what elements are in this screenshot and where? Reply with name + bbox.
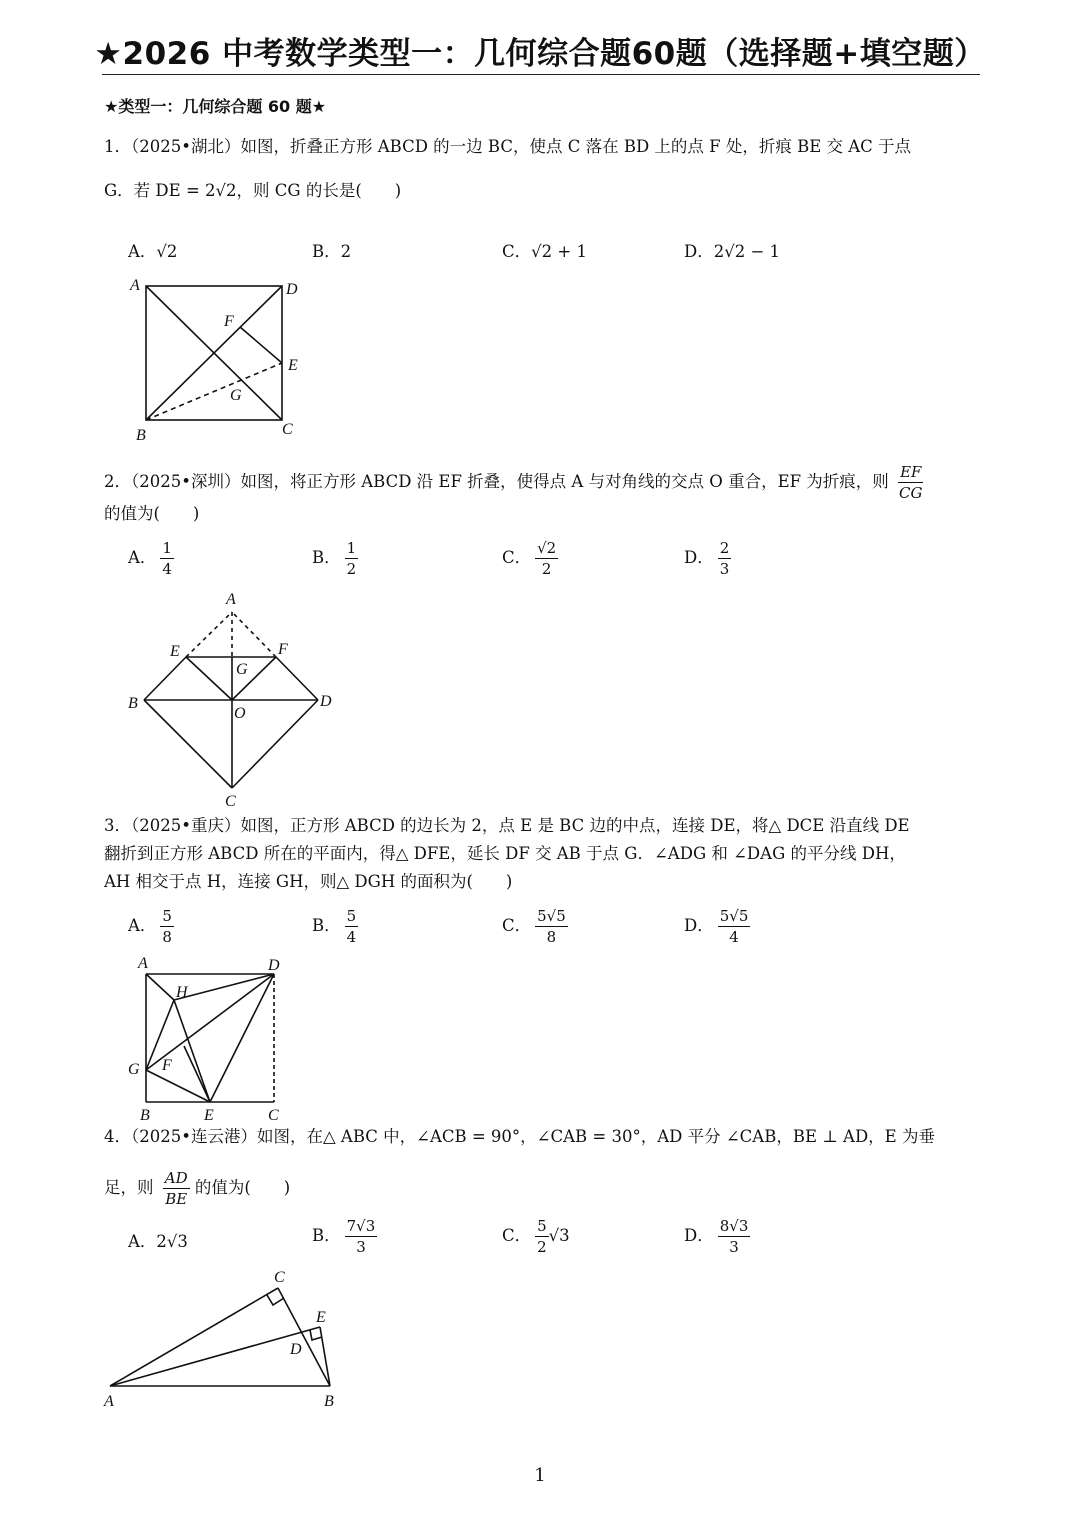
q1-option-a: A．√2 bbox=[128, 242, 178, 261]
q4-option-c-prefix: C． bbox=[502, 1226, 532, 1245]
q4-option-b bbox=[312, 1216, 377, 1257]
q4-label-d: D bbox=[290, 1341, 302, 1358]
q3-option-c bbox=[502, 906, 568, 947]
q1-text-line-2: G．若 DE = 2√2，则 CG 的长是( ) bbox=[104, 181, 402, 200]
q3-bisector-ah bbox=[146, 974, 174, 1000]
q4-right-angle-c bbox=[267, 1295, 284, 1305]
q2-dashed-a-lines bbox=[186, 612, 276, 657]
q2-option-d-frac bbox=[718, 538, 732, 579]
q4-bisector-ad bbox=[110, 1327, 320, 1386]
q1-label-e: E bbox=[288, 357, 298, 374]
q4-option-d-frac bbox=[718, 1216, 751, 1257]
q2-label-g: G bbox=[236, 661, 248, 678]
q3-label-e: E bbox=[204, 1107, 214, 1124]
q3-option-c-num: 5√5 bbox=[537, 907, 566, 925]
q2-option-b bbox=[312, 538, 358, 579]
q3-option-d-frac bbox=[718, 906, 751, 947]
q3-label-h: H bbox=[176, 984, 188, 1001]
q2-option-b-prefix: B． bbox=[312, 548, 341, 567]
q2-label-b: B bbox=[128, 695, 138, 712]
q1-segment-fe bbox=[240, 327, 282, 363]
q4-option-c-den: 2 bbox=[537, 1238, 547, 1256]
q2-option-a-prefix: A． bbox=[128, 548, 157, 567]
q4-option-d-num: 8√3 bbox=[719, 1217, 749, 1235]
q3-label-b: B bbox=[140, 1107, 150, 1124]
q2-text-line-1 bbox=[104, 462, 923, 503]
q3-bisector-dh bbox=[174, 974, 274, 1000]
q2-option-c-prefix: C． bbox=[502, 548, 532, 567]
q4-label-b: B bbox=[324, 1393, 334, 1410]
q3-option-c-prefix: C． bbox=[502, 916, 532, 935]
q1-figure bbox=[120, 270, 320, 450]
q2-option-a-num: 1 bbox=[162, 539, 172, 557]
q4-option-b-frac bbox=[345, 1216, 378, 1257]
q1-label-g: G bbox=[230, 387, 242, 404]
title-divider bbox=[102, 74, 980, 75]
q4-text-line-2 bbox=[104, 1168, 290, 1209]
q2-option-a-den: 4 bbox=[162, 560, 172, 578]
q2-option-d-prefix: D． bbox=[684, 548, 714, 567]
q2-option-c-den: 2 bbox=[541, 560, 552, 578]
page-title: ★2026 中考数学类型一：几何综合题60题（选择题+填空题） bbox=[94, 36, 986, 72]
q2-text-line-2: 的值为( ) bbox=[104, 504, 200, 523]
q3-option-b bbox=[312, 906, 358, 947]
q3-option-a bbox=[128, 906, 174, 947]
q2-side-bc bbox=[144, 700, 232, 788]
q3-option-c-frac bbox=[535, 906, 568, 947]
q3-option-b-frac bbox=[345, 906, 359, 947]
q2-label-d: D bbox=[320, 693, 332, 710]
q2-label-f: F bbox=[278, 641, 288, 658]
q2-ratio-denominator: CG bbox=[899, 484, 923, 502]
q2-option-b-num: 1 bbox=[346, 539, 357, 557]
q4-option-b-num: 7√3 bbox=[346, 1217, 376, 1235]
q2-label-a: A bbox=[226, 591, 236, 608]
q2-option-c-frac bbox=[535, 538, 558, 579]
q2-option-b-den: 2 bbox=[346, 560, 357, 578]
q3-text-line-1: 3．（2025•重庆）如图，正方形 ABCD 的边长为 2，点 E 是 BC 边的中点，连接 DE，将△ DCE 沿直线 DE bbox=[104, 816, 910, 835]
q3-option-d-prefix: D． bbox=[684, 916, 714, 935]
q4-option-d-den: 3 bbox=[729, 1238, 739, 1256]
q4-ratio bbox=[163, 1168, 190, 1209]
q3-option-a-num: 5 bbox=[162, 907, 172, 925]
q4-ratio-numerator: AD bbox=[164, 1169, 188, 1187]
q2-ratio-numerator: EF bbox=[900, 463, 922, 481]
q3-option-c-den: 8 bbox=[546, 928, 557, 946]
q3-option-d-num: 5√5 bbox=[719, 907, 749, 925]
q3-option-b-num: 5 bbox=[346, 907, 357, 925]
q1-option-c: C．√2 + 1 bbox=[502, 242, 587, 261]
q3-option-a-prefix: A． bbox=[128, 916, 157, 935]
q2-label-c: C bbox=[225, 793, 236, 810]
q2-option-a-frac bbox=[160, 538, 174, 579]
q4-text-line-1: 4．（2025•连云港）如图，在△ ABC 中，∠ACB = 90°，∠CAB = 30°，AD 平分 ∠CAB，BE ⊥ AD，E 为垂 bbox=[104, 1127, 935, 1146]
q2-segment-df bbox=[276, 657, 318, 700]
q4-option-c-suffix: √3 bbox=[548, 1226, 570, 1245]
q4-option-d-prefix: D． bbox=[684, 1226, 714, 1245]
q3-option-b-den: 4 bbox=[346, 928, 357, 946]
q3-label-f: F bbox=[162, 1057, 172, 1074]
q4-option-c-num: 5 bbox=[537, 1217, 547, 1235]
q3-option-b-prefix: B． bbox=[312, 916, 341, 935]
q4-label-c: C bbox=[274, 1269, 285, 1286]
q2-ratio bbox=[898, 462, 923, 503]
q3-label-a: A bbox=[138, 955, 148, 972]
q2-stem: 2．（2025•深圳）如图，将正方形 ABCD 沿 EF 折叠，使得点 A 与对角线的交点 O 重合，EF 为折痕，则 bbox=[104, 472, 889, 491]
q2-label-e: E bbox=[170, 643, 180, 660]
q1-text-line-1: 1．（2025•湖北）如图，折叠正方形 ABCD 的一边 BC，使点 C 落在 BD 上的点 F 处，折痕 BE 交 AC 于点 bbox=[104, 137, 912, 156]
q4-option-b-prefix: B． bbox=[312, 1226, 341, 1245]
q1-option-d: D．2√2 − 1 bbox=[684, 242, 781, 261]
q4-label-e: E bbox=[316, 1309, 326, 1326]
q4-ratio-denominator: BE bbox=[165, 1190, 188, 1208]
q3-segment-fe bbox=[184, 1046, 210, 1102]
q3-text-line-3: AH 相交于点 H，连接 GH，则△ DGH 的面积为( ) bbox=[104, 872, 513, 891]
q4-stem-pre: 足，则 bbox=[104, 1178, 154, 1197]
q3-figure bbox=[120, 952, 300, 1128]
q2-figure bbox=[120, 588, 350, 810]
q2-option-c-num: √2 bbox=[537, 539, 557, 557]
q2-segment-eo bbox=[186, 657, 232, 700]
q2-option-c bbox=[502, 538, 558, 579]
q3-option-a-frac bbox=[160, 906, 174, 947]
q3-option-a-den: 8 bbox=[162, 928, 172, 946]
q1-label-f: F bbox=[224, 313, 234, 330]
q3-text-line-2: 翻折到正方形 ABCD 所在的平面内，得△ DFE，延长 DF 交 AB 于点 G．∠ADG 和 ∠DAG 的平分线 DH， bbox=[104, 844, 906, 863]
q3-segment-de bbox=[210, 974, 274, 1102]
q2-label-o: O bbox=[234, 705, 246, 722]
q2-segment-be bbox=[144, 657, 186, 700]
q4-side-ac bbox=[110, 1288, 278, 1386]
q4-stem-post: 的值为( ) bbox=[194, 1178, 291, 1197]
q1-label-d: D bbox=[286, 281, 298, 298]
page-number: 1 bbox=[534, 1465, 546, 1486]
q2-option-d-den: 3 bbox=[719, 560, 730, 578]
q4-label-a: A bbox=[104, 1393, 114, 1410]
q4-option-c-frac bbox=[535, 1216, 549, 1257]
q4-option-a: A．2√3 bbox=[128, 1232, 188, 1251]
q4-option-b-den: 3 bbox=[356, 1238, 366, 1256]
q3-option-d bbox=[684, 906, 750, 947]
q3-label-c: C bbox=[268, 1107, 279, 1124]
q2-option-b-frac bbox=[345, 538, 359, 579]
q1-label-c: C bbox=[282, 421, 293, 438]
q2-option-d bbox=[684, 538, 731, 579]
q2-option-d-num: 2 bbox=[719, 539, 730, 557]
q4-option-c bbox=[502, 1216, 570, 1257]
q3-label-d: D bbox=[268, 957, 280, 974]
q4-figure bbox=[100, 1266, 360, 1410]
q4-option-d bbox=[684, 1216, 750, 1257]
q1-fold-be bbox=[146, 363, 282, 420]
section-heading: ★类型一：几何综合题 60 题★ bbox=[104, 97, 327, 116]
q2-option-a bbox=[128, 538, 174, 579]
q1-label-b: B bbox=[136, 427, 146, 444]
q1-label-a: A bbox=[130, 277, 140, 294]
q3-label-g: G bbox=[128, 1061, 140, 1078]
q3-option-d-den: 4 bbox=[729, 928, 739, 946]
q1-option-b: B．2 bbox=[312, 242, 352, 261]
